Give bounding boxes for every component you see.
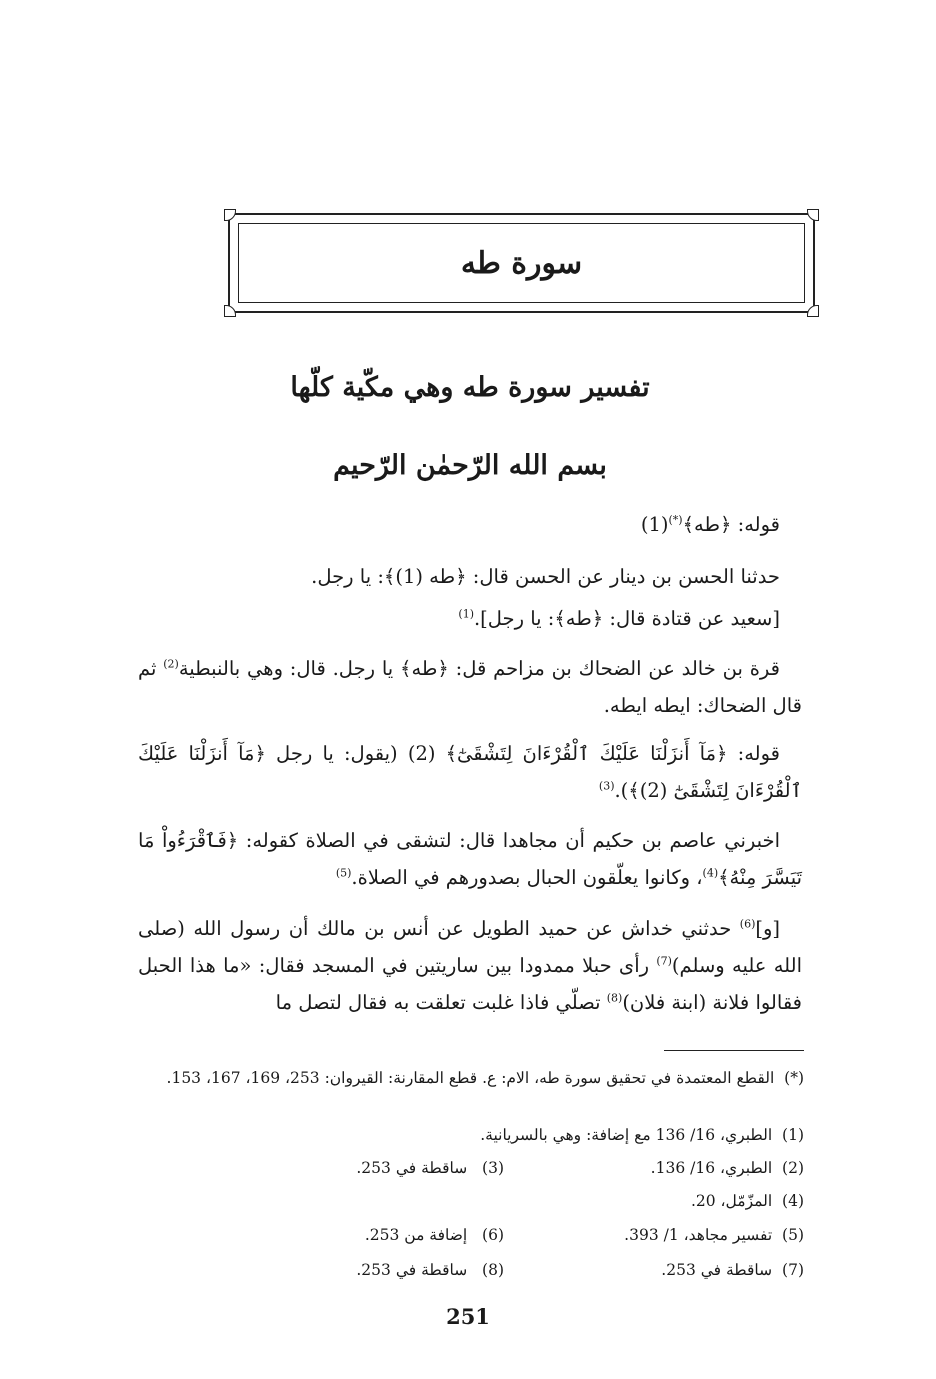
footnote-row — [140, 1261, 804, 1291]
footnote-mark: (8) — [482, 1261, 504, 1279]
paragraph-text: ، وكانوا يعلّقون الحبال بصدورهم في الصلاة. — [351, 866, 703, 889]
footnote-row — [140, 1126, 804, 1156]
footnote-mark: (5) — [782, 1226, 804, 1244]
paragraph-text: رأى حبلا ممدودا بين ساريتين في المسجد فقال: «ما هذا الحبل فقالوا فلانة (ابنة فلان) — [138, 954, 802, 1014]
note-ref: (8) — [606, 991, 623, 1005]
paragraph-text: قوله: ﴿طه﴾ — [682, 513, 780, 536]
footnote-text: القطع المعتمدة في تحقيق سورة طه، الام: ع. قطع المقارنة: القيروان: 253، 169، 167، 153. — [166, 1069, 775, 1087]
footnote-text: ساقطة في 253. — [356, 1261, 468, 1279]
paragraph-text: [سعيد عن قتادة قال: ﴿طه﴾: يا رجل]. — [473, 607, 780, 630]
paragraph-3 — [138, 600, 802, 637]
paragraph-7 — [138, 910, 802, 1021]
footnote-2 — [651, 1159, 804, 1177]
paragraph-text: اخبرني عاصم بن حكيم أن مجاهدا قال: لتشقى في الصلاة كقوله: ﴿فَٱقْرَءُواْ مَا تَيَسَّرَ مِنْهُ﴾ — [138, 829, 802, 889]
footnote-text: المزّمّل، 20. — [690, 1192, 773, 1210]
frame-corner-ornament — [224, 209, 236, 221]
note-ref: (5) — [335, 866, 352, 880]
note-ref: (1) — [458, 607, 474, 621]
paragraph-1 — [138, 506, 802, 543]
footnote-5 — [624, 1226, 804, 1244]
paragraph-text: (1) — [640, 513, 669, 536]
surah-title: سورة طه — [460, 245, 583, 281]
paragraph-text: تصلّي فاذا غلبت تعلقت به فقال لتصل ما — [275, 991, 607, 1014]
footnote-8 — [356, 1261, 504, 1279]
footnote-row — [140, 1192, 804, 1222]
footnote-mark: (2) — [782, 1159, 804, 1177]
paragraph-text: حدثني خداش عن حميد الطويل عن أنس بن مالك أن رسول الله (صلى الله عليه وسلم) — [138, 917, 802, 977]
note-ref: (3) — [598, 779, 615, 793]
title-frame — [228, 213, 815, 313]
frame-corner-ornament — [224, 305, 236, 317]
paragraph-text: حدثنا الحسن بن دينار عن الحسن قال: ﴿طه (1)﴾: يا رجل. — [311, 565, 780, 588]
footnote-text: الطبري، 16/ 136. — [650, 1159, 773, 1177]
page-number: 251 — [446, 1304, 490, 1329]
footnote-mark: (7) — [782, 1261, 804, 1279]
frame-corner-ornament — [807, 209, 819, 221]
note-ref: (4) — [702, 866, 719, 880]
paragraph-text: [و] — [755, 917, 781, 940]
footnote-4 — [691, 1192, 804, 1210]
note-ref: (7) — [656, 954, 672, 968]
footnote-6 — [365, 1226, 504, 1244]
note-ref: (6) — [739, 917, 756, 931]
footnote-mark: (*) — [784, 1069, 804, 1087]
title-frame-inner — [238, 223, 805, 303]
frame-corner-ornament — [807, 305, 819, 317]
paragraph-6 — [138, 822, 802, 896]
paragraph-2 — [138, 558, 802, 595]
paragraph-5 — [138, 735, 802, 809]
footnote-row — [140, 1159, 804, 1189]
footnote-star — [140, 1064, 804, 1092]
footnote-text: الطبري، 16/ 136 مع إضافة: وهي بالسريانية. — [480, 1126, 773, 1144]
footnote-3 — [356, 1159, 504, 1177]
paragraph-text: ثم قال الضحاك: ايطه ايطه. — [138, 657, 802, 717]
footnote-mark: (1) — [782, 1126, 804, 1144]
footnote-text: إضافة من 253. — [364, 1226, 468, 1244]
footnote-1 — [480, 1126, 804, 1144]
footnote-mark: (3) — [482, 1159, 504, 1177]
footnote-text: ساقطة في 253. — [661, 1261, 773, 1279]
paragraph-text: قرة بن خالد عن الضحاك بن مزاحم قل: ﴿طه﴾ يا رجل. قال: وهي بالنبطية — [178, 657, 780, 680]
footnote-divider — [664, 1050, 804, 1051]
basmala-heading: بسم الله الرّحمٰن الرّحيم — [333, 450, 607, 481]
footnote-mark: (4) — [782, 1192, 804, 1210]
paragraph-text: قوله: ﴿مَآ أَنزَلْنَا عَلَيْكَ ٱلْقُرْءَانَ لِتَشْقَىٰٓ﴾ (2) (يقول: يا رجل ﴿مَآ أَنزَلْنَا عَلَيْكَ ٱلْقُرْءَانَ لِتَشْقَىٰٓ (2)﴾). — [138, 742, 802, 802]
footnote-text: تفسير مجاهد، 1/ 393. — [624, 1226, 773, 1244]
footnote-mark: (6) — [482, 1226, 504, 1244]
tafsir-heading: تفسير سورة طه وهي مكّية كلّها — [290, 372, 650, 403]
footnote-text: ساقطة في 253. — [356, 1159, 468, 1177]
footnote-row — [140, 1226, 804, 1256]
paragraph-4 — [138, 650, 802, 724]
footnote-7 — [661, 1261, 804, 1279]
note-ref: (*) — [668, 513, 683, 527]
note-ref: (2) — [163, 657, 179, 671]
